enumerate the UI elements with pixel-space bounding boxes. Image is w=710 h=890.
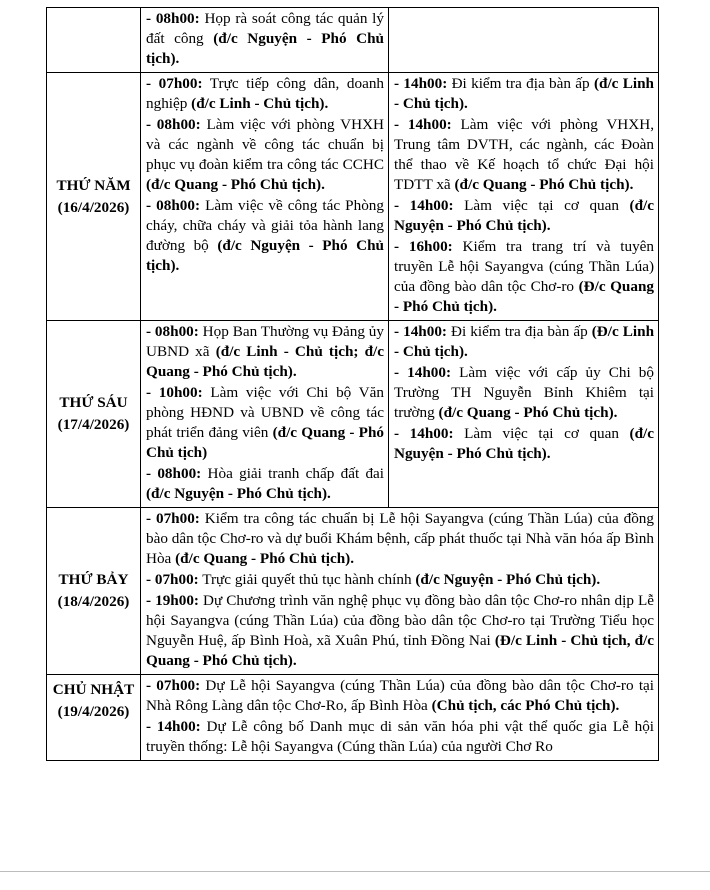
item-text: Làm việc về công tác Phòng cháy, chữa cháy và giải tỏa hành lang đường bộ — [146, 197, 384, 254]
item-time: - 08h00: — [146, 323, 199, 340]
item-text: Đi kiểm tra địa bàn ấp — [447, 75, 594, 92]
item-time: - 07h00: — [146, 75, 203, 92]
schedule-item — [146, 115, 384, 195]
item-time: - 10h00: — [146, 384, 203, 401]
day-cell — [47, 508, 141, 675]
item-time: - 08h00: — [146, 465, 202, 482]
morning-cell — [141, 73, 389, 321]
item-time: - 19h00: — [146, 592, 199, 609]
item-text: Dự Chương trình văn nghệ phục vụ đồng bào dân tộc Chơ-ro nhân dịp Lễ hội Sayangva (cúng Thần Lúa) của đồng bào dân tộc Chơ-ro tại Trường Tiểu học Nguyễn Huệ, ấp Bình Hoà, xã Xuân Phú, tỉnh Đồng Nai — [146, 592, 655, 649]
day-date: (16/4/2026) — [57, 198, 130, 216]
item-time: - 14h00: — [394, 116, 452, 133]
weekly-schedule-table — [46, 7, 659, 761]
item-person: (Đ/c Linh - Chủ tịch, đ/c Quang - Phó Chủ tịch). — [146, 632, 654, 669]
schedule-item — [146, 570, 654, 590]
item-time: - 07h00: — [146, 510, 200, 527]
schedule-item — [146, 591, 654, 671]
schedule-item — [146, 464, 384, 504]
item-person: (đ/c Nguyện - Phó Chủ tịch). — [146, 485, 331, 502]
item-person: (đ/c Nguyện - Phó Chủ tịch). — [394, 425, 655, 462]
item-person: (đ/c Linh - Chủ tịch). — [394, 75, 654, 112]
afternoon-cell — [389, 8, 659, 73]
schedule-row — [47, 8, 659, 73]
item-person: (đ/c Linh - Chủ tịch; đ/c Quang - Phó Chủ tịch). — [146, 343, 385, 380]
full-day-cell — [141, 675, 659, 761]
schedule-item — [146, 509, 654, 569]
schedule-item — [394, 115, 654, 195]
item-text: Kiểm tra công tác chuẩn bị Lễ hội Sayangva (cúng Thần Lúa) của đồng bào dân tộc Chơ-ro và dự buổi Khám bệnh, cấp phát thuốc tại Nhà văn hóa ấp Bình Hòa — [146, 510, 654, 567]
schedule-item — [394, 322, 654, 362]
item-time: - 07h00: — [146, 571, 199, 588]
full-day-cell — [141, 508, 659, 675]
schedule-item — [146, 322, 384, 382]
afternoon-cell — [389, 321, 659, 508]
schedule-item — [394, 196, 654, 236]
item-text: Họp Ban Thường vụ Đảng ủy UBND xã — [146, 323, 384, 360]
item-text: Trực tiếp công dân, doanh nghiệp — [146, 75, 385, 112]
item-person: (Đ/c Linh - Chủ tịch). — [394, 323, 655, 360]
schedule-item — [394, 424, 654, 464]
day-cell — [47, 675, 141, 761]
schedule-item — [146, 383, 384, 463]
afternoon-cell — [389, 73, 659, 321]
schedule-row — [47, 73, 659, 321]
item-text: Làm việc tại cơ quan — [453, 425, 630, 442]
item-time: - 07h00: — [146, 677, 201, 694]
item-person: (Đ/c Quang - Phó Chủ tịch). — [394, 278, 654, 315]
day-date: (18/4/2026) — [57, 593, 130, 610]
item-person: (đ/c Quang - Phó Chủ tịch) — [146, 424, 385, 461]
item-text: Hòa giải tranh chấp đất đai — [201, 465, 385, 482]
item-person: (đ/c Quang - Phó Chủ tịch). — [146, 176, 325, 193]
day-date: (17/4/2026) — [57, 416, 130, 433]
schedule-row — [47, 508, 659, 675]
day-name: THỨ BẢY — [58, 571, 129, 588]
item-time: - 16h00: — [394, 238, 453, 255]
schedule-row — [47, 321, 659, 508]
item-person: (đ/c Nguyện - Phó Chủ tịch). — [146, 30, 384, 67]
item-text: Họp rà soát công tác quản lý đất công — [146, 10, 384, 47]
item-person: (đ/c Quang - Phó Chủ tịch). — [454, 176, 634, 193]
item-person: (đ/c Nguyện - Phó Chủ tịch). — [394, 197, 655, 234]
item-time: - 08h00: — [146, 10, 200, 27]
item-text: Làm việc với phòng VHXH và các ngành về công tác chuẩn bị phục vụ đoàn kiểm tra công tác CCHC — [146, 116, 385, 173]
schedule-item — [146, 676, 654, 716]
item-text: Dự Lễ công bố Danh mục di sản văn hóa phi vật thể quốc gia Lễ hội truyền thống: Lễ hội Sayangva (Cúng thần Lúa) của người Chơ Ro — [146, 718, 655, 755]
item-text: Đi kiểm tra địa bàn ấp — [447, 323, 592, 340]
item-text: Dự Lễ hội Sayangva (cúng Thần Lúa) của đồng bào dân tộc Chơ-ro tại Nhà Rông Làng dân tộc Chơ-Ro, ấp Bình Hòa — [146, 677, 654, 714]
item-time: - 14h00: — [394, 425, 454, 442]
schedule-item — [394, 363, 654, 423]
day-cell — [47, 321, 141, 508]
item-time: - 14h00: — [394, 364, 452, 381]
item-person: (đ/c Linh - Chủ tịch). — [191, 95, 329, 112]
morning-cell — [141, 8, 389, 73]
item-person: (đ/c Quang - Phó Chủ tịch). — [438, 404, 618, 421]
item-text: Làm việc với Chi bộ Văn phòng HĐND và UBND về công tác phát triển đảng viên — [146, 384, 384, 441]
item-text: Làm việc tại cơ quan — [453, 197, 630, 214]
schedule-row — [47, 675, 659, 761]
morning-cell — [141, 321, 389, 508]
item-time: - 14h00: — [146, 718, 201, 735]
item-person: (đ/c Nguyện - Phó Chủ tịch). — [146, 237, 384, 274]
page-divider — [0, 871, 710, 872]
day-cell — [47, 8, 141, 73]
schedule-item — [146, 196, 384, 276]
schedule-item — [146, 717, 654, 757]
item-time: - 14h00: — [394, 197, 454, 214]
schedule-item — [394, 74, 654, 114]
day-name: CHỦ NHẬT — [52, 681, 135, 698]
schedule-item — [394, 237, 654, 317]
schedule-item — [146, 9, 384, 69]
day-name: THỨ NĂM — [56, 176, 131, 194]
item-person: (đ/c Nguyện - Phó Chủ tịch). — [415, 571, 601, 588]
day-cell — [47, 73, 141, 321]
item-text: Kiểm tra trang trí và tuyên truyền Lễ hội Sayangva (cúng Thần Lúa) của đồng bào dân tộc Chơ-ro — [394, 238, 655, 295]
item-text: Làm việc với phòng VHXH, Trung tâm DVTH, các ngành, các Đoàn thể thao về Kế hoạch tổ chức Đại hội TDTT xã — [394, 116, 655, 193]
item-time: - 08h00: — [146, 116, 201, 133]
day-date: (19/4/2026) — [57, 703, 130, 720]
item-text: Làm việc với cấp ủy Chi bộ Trường TH Nguyễn Bỉnh Khiêm tại trường — [394, 364, 654, 421]
schedule-item — [146, 74, 384, 114]
item-person: (Chủ tịch, các Phó Chủ tịch). — [431, 697, 620, 714]
item-time: - 14h00: — [394, 75, 448, 92]
item-text: Trực giải quyết thủ tục hành chính — [198, 571, 416, 588]
day-name: THỨ SÁU — [59, 394, 128, 411]
item-person: (đ/c Quang - Phó Chủ tịch). — [175, 550, 355, 567]
item-time: - 14h00: — [394, 323, 447, 340]
item-time: - 08h00: — [146, 197, 201, 214]
